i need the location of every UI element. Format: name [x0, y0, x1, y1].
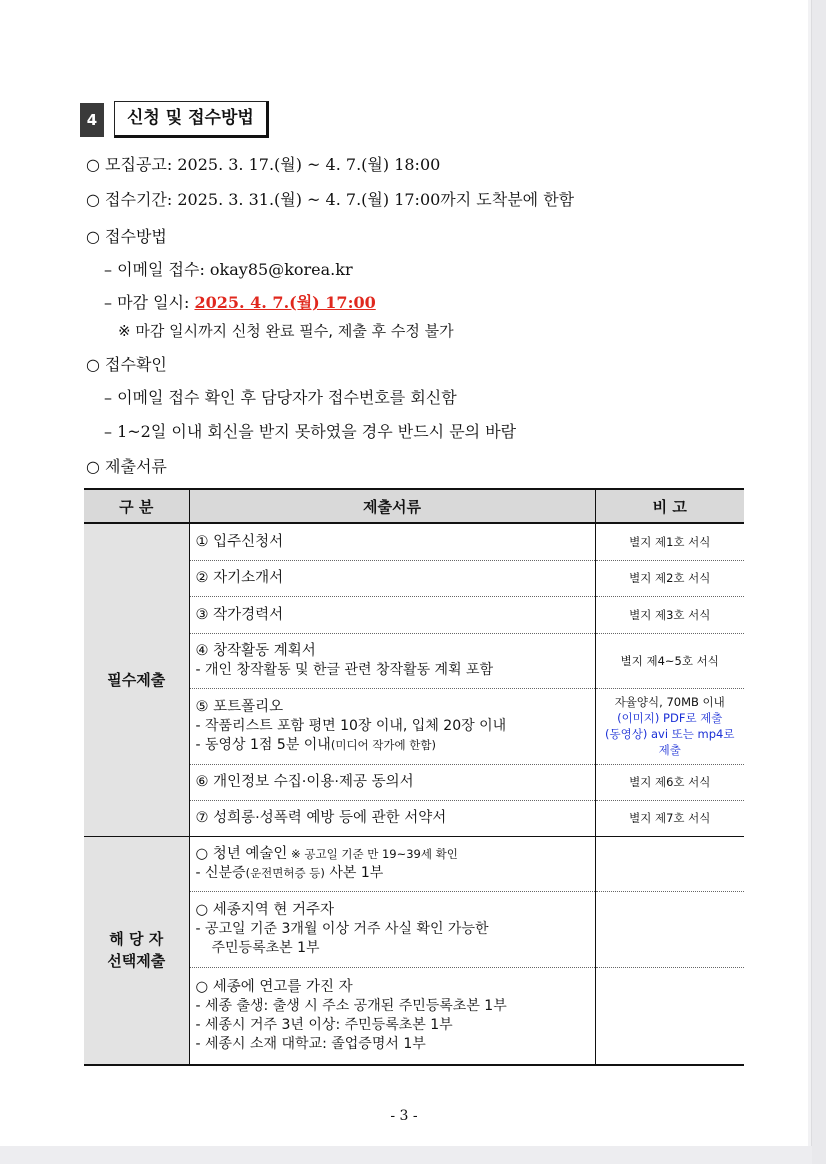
- vertical-scrollbar[interactable]: [811, 0, 826, 1164]
- method-line: ○ 접수방법: [86, 227, 167, 246]
- category-optional: [84, 836, 189, 1065]
- doc-item-title: [196, 844, 589, 864]
- doc-item-sub: - 공고일 기준 3개월 이상 거주 사실 확인 가능한: [195, 921, 489, 937]
- doc-note: 별지 제7호 서식: [595, 800, 744, 836]
- doc-item-sub-small: (미디어 작가에 한함): [330, 738, 436, 752]
- doc-item-sub-small: (운전면허증 등): [245, 866, 325, 880]
- doc-note-empty: [595, 891, 744, 967]
- category-optional-line2: 선택제출: [107, 952, 166, 971]
- deadline-value: 2025. 4. 7.(월) 17:00: [194, 293, 376, 312]
- doc-note: 별지 제4~5호 서식: [595, 633, 744, 688]
- header-documents: 제출서류: [189, 489, 595, 523]
- confirm-line: ○ 접수확인: [86, 355, 167, 374]
- doc-item: ③ 작가경력서: [189, 596, 595, 633]
- documents-table: [84, 488, 744, 1066]
- doc-item-sub: - 작품리스트 포함 평면 10장 이내, 입체 20장 이내: [195, 718, 507, 734]
- doc-note: 별지 제1호 서식: [595, 523, 744, 560]
- doc-item-sub-main: - 신분증: [195, 865, 246, 881]
- doc-item-sub: [196, 736, 589, 755]
- deadline-prefix: – 마감 일시:: [104, 293, 195, 312]
- table-row: [84, 836, 744, 891]
- doc-item: [189, 967, 595, 1065]
- doc-item-title: ○ 세종에 연고를 가진 자: [195, 979, 353, 996]
- doc-item-sub: [196, 864, 589, 883]
- recruit-line: ○ 모집공고: 2025. 3. 17.(월) ~ 4. 7.(월) 18:00: [86, 155, 441, 174]
- doc-item: ① 입주신청서: [189, 523, 595, 560]
- doc-item-sub: - 개인 창작활동 및 한글 관련 창작활동 계획 포함: [195, 662, 494, 678]
- doc-item-title: ④ 창작활동 계획서: [195, 643, 316, 659]
- optional-title: ○ 청년 예술인: [195, 846, 288, 862]
- doc-item-sub: 주민등록초본 1부: [211, 940, 320, 956]
- section-title: 신청 및 접수방법: [114, 101, 269, 138]
- table-row: [84, 523, 744, 560]
- doc-note: 별지 제3호 서식: [595, 596, 744, 633]
- doc-item-title: ○ 세종지역 현 거주자: [195, 902, 335, 918]
- confirm-item-1: – 이메일 접수 확인 후 담당자가 접수번호를 회신함: [104, 388, 457, 407]
- doc-item: [189, 688, 595, 764]
- doc-item-title: ⑤ 포트폴리오: [195, 699, 284, 715]
- docs-line: ○ 제출서류: [86, 457, 167, 476]
- doc-item-sub: - 세종시 소재 대학교: 졸업증명서 1부: [195, 1036, 426, 1053]
- doc-item: ② 자기소개서: [189, 560, 595, 596]
- doc-item: ⑦ 성희롱·성폭력 예방 등에 관한 서약서: [189, 800, 595, 836]
- header-remarks: 비 고: [595, 489, 744, 523]
- note-line-image: (이미지) PDF로 제출: [617, 711, 723, 725]
- doc-note: 별지 제6호 서식: [595, 764, 744, 800]
- table-header-row: [84, 489, 744, 523]
- period-line: ○ 접수기간: 2025. 3. 31.(월) ~ 4. 7.(월) 17:00까지 도착분에 한함: [86, 190, 575, 209]
- doc-item-sub-end: 사본 1부: [324, 865, 384, 881]
- doc-item: [189, 836, 595, 891]
- header-category: 구 분: [84, 489, 189, 523]
- doc-item: [189, 633, 595, 688]
- category-mandatory: 필수제출: [84, 523, 189, 836]
- confirm-item-2: – 1~2일 이내 회신을 받지 못하였을 경우 반드시 문의 바람: [104, 422, 517, 441]
- page-number: - 3 -: [390, 1108, 418, 1124]
- doc-item-sub: - 세종 출생: 출생 시 주소 공개된 주민등록초본 1부: [195, 998, 507, 1015]
- doc-note: [595, 688, 744, 764]
- category-optional-line1: 해 당 자: [109, 930, 164, 949]
- section-number: 4: [80, 103, 104, 137]
- horizontal-scrollbar[interactable]: [0, 1146, 812, 1164]
- doc-item: [189, 891, 595, 967]
- note-line-video: (동영상) avi 또는 mp4로 제출: [605, 727, 735, 757]
- doc-note-empty: [595, 967, 744, 1065]
- doc-item-sub-main: - 동영상 1점 5분 이내: [195, 737, 331, 753]
- deadline-line: [104, 292, 376, 314]
- doc-note: 별지 제2호 서식: [595, 560, 744, 596]
- note-line: 자율양식, 70MB 이내: [614, 695, 725, 709]
- doc-item-sub: - 세종시 거주 3년 이상: 주민등록초본 1부: [195, 1017, 453, 1034]
- doc-note-empty: [595, 836, 744, 891]
- doc-item: ⑥ 개인정보 수집·이용·제공 동의서: [189, 764, 595, 800]
- optional-title-note: ※ 공고일 기준 만 19~39세 확인: [287, 847, 458, 861]
- email-line: – 이메일 접수: okay85@korea.kr: [104, 260, 353, 279]
- deadline-note: ※ 마감 일시까지 신청 완료 필수, 제출 후 수정 불가: [118, 322, 454, 340]
